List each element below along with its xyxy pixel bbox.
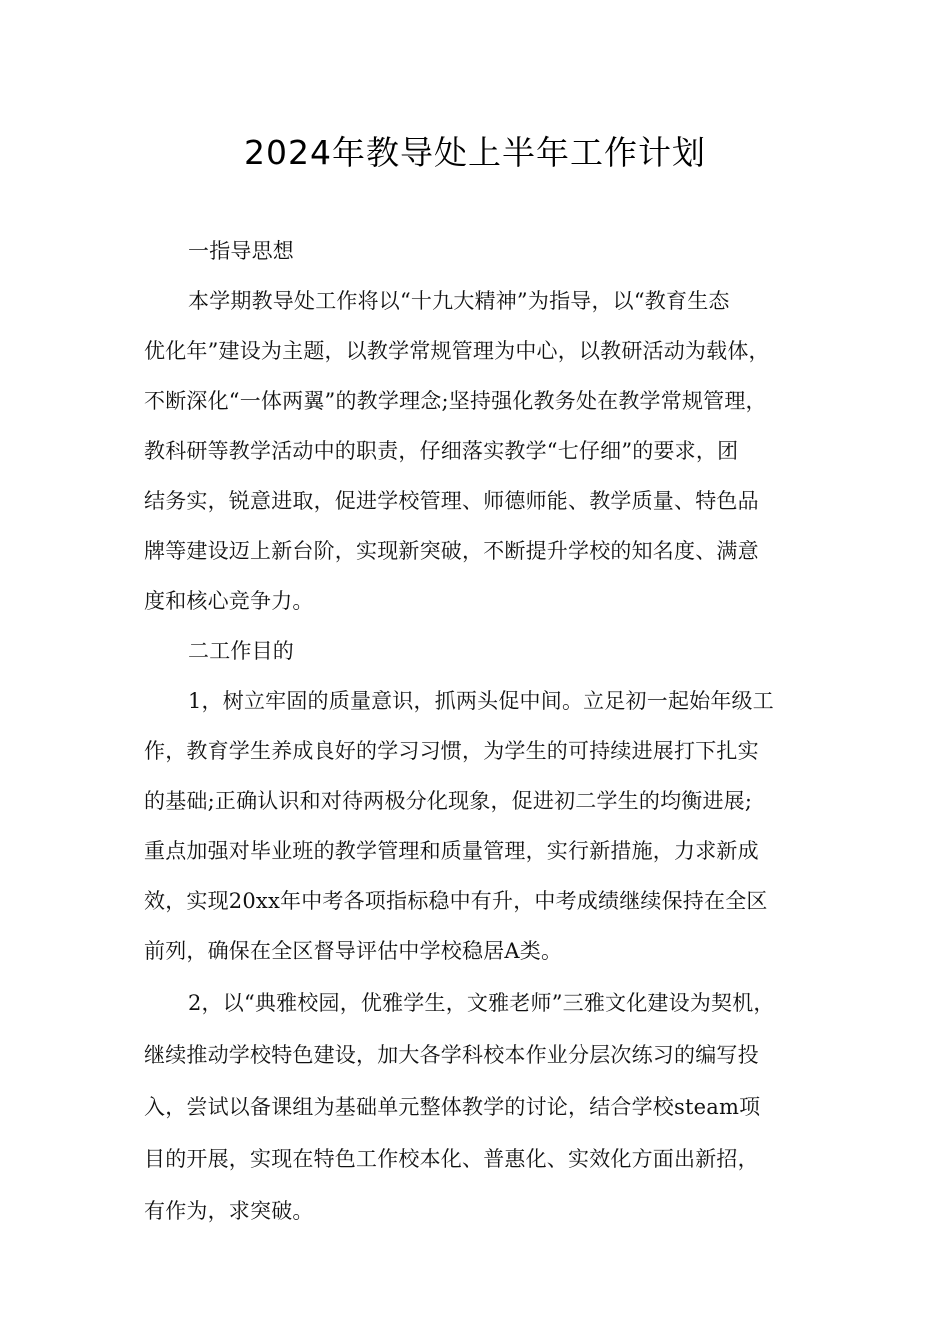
paragraph-line: 继续推动学校特色建设，加大各学科校本作业分层次练习的编写投: [144, 1043, 759, 1067]
paragraph-line: 度和核心竞争力。: [144, 589, 314, 613]
paragraph-line: 重点加强对毕业班的教学管理和质量管理，实行新措施，力求新成: [144, 839, 759, 863]
paragraph-line: 教科研等教学活动中的职责，仔细落实教学“七仔细”的要求，团: [144, 439, 739, 463]
paragraph-line: 目的开展，实现在特色工作校本化、普惠化、实效化方面出新招，: [144, 1147, 759, 1171]
paragraph-line: 优化年”建设为主题，以教学常规管理为中心，以教研活动为载体，: [144, 339, 770, 363]
paragraph-line: 牌等建设迈上新台阶，实现新突破，不断提升学校的知名度、满意: [144, 539, 759, 563]
paragraph-line: 本学期教导处工作将以“十九大精神”为指导，以“教育生态: [188, 289, 730, 313]
paragraph-line: 效，实现20xx年中考各项指标稳中有升，中考成绩继续保持在全区: [144, 889, 768, 913]
paragraph-line: 结务实，锐意进取，促进学校管理、师德师能、教学质量、特色品: [144, 489, 759, 513]
section-heading: 二工作目的: [188, 639, 294, 663]
paragraph-line: 的基础;正确认识和对待两极分化现象，促进初二学生的均衡进展;: [144, 789, 753, 813]
paragraph-line: 不断深化“一体两翼”的教学理念;坚持强化教务处在教学常规管理，: [144, 389, 767, 413]
paragraph-line: 作，教育学生养成良好的学习习惯，为学生的可持续进展打下扎实: [144, 739, 759, 763]
section-heading: 一指导思想: [188, 239, 294, 263]
document-title: 2024年教导处上半年工作计划: [244, 133, 706, 172]
paragraph-line: 1，树立牢固的质量意识，抓两头促中间。立足初一起始年级工: [188, 689, 774, 713]
paragraph-line: 入，尝试以备课组为基础单元整体教学的讨论，结合学校steam项: [144, 1095, 761, 1119]
paragraph-line: 有作为，求突破。: [144, 1199, 314, 1223]
paragraph-line: 前列，确保在全区督导评估中学校稳居A类。: [144, 939, 563, 963]
paragraph-line: 2，以“典雅校园，优雅学生，文雅老师”三雅文化建设为契机，: [188, 991, 775, 1015]
